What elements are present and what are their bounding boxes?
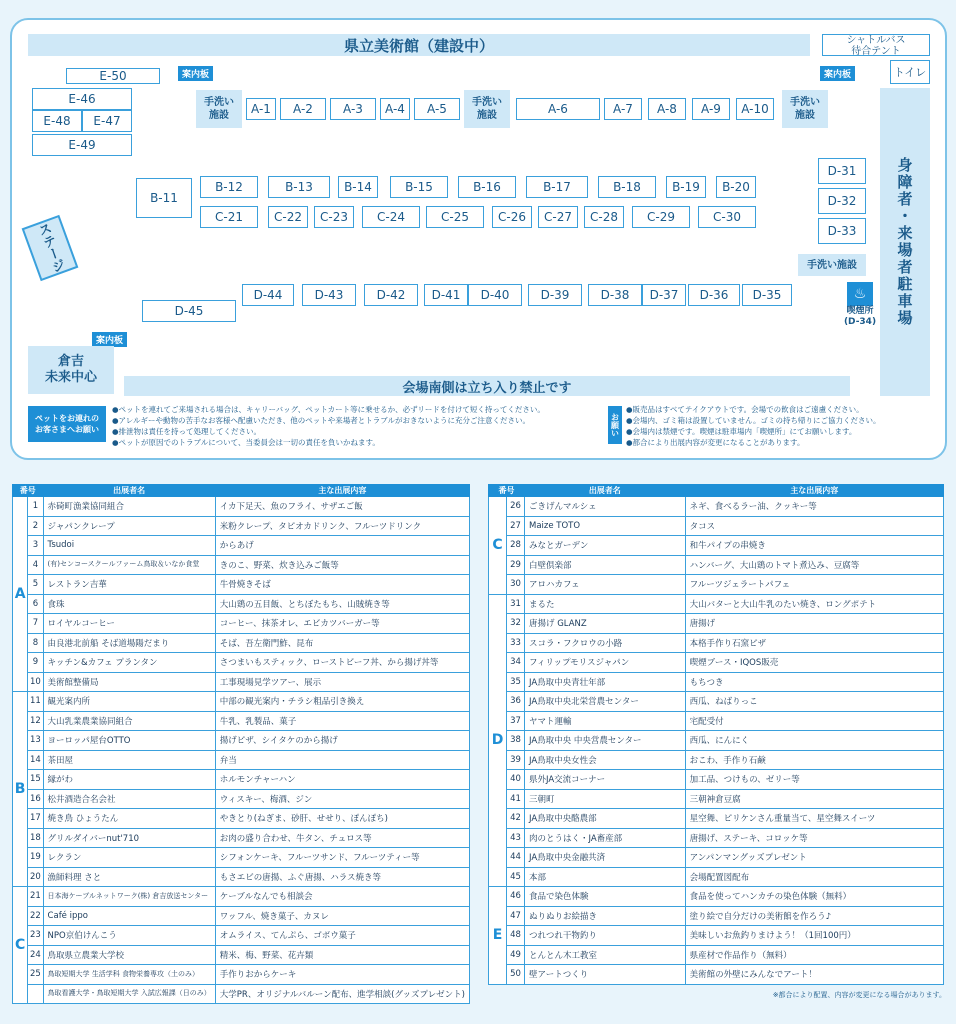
booth-d35: D-35 — [742, 284, 792, 306]
table-row — [489, 809, 944, 829]
kurayoshi-center: 倉吉 未来中心 — [28, 346, 114, 394]
row-number: 29 — [507, 555, 525, 575]
exhibitor-name: フィリップモリスジャパン — [525, 653, 686, 673]
booth-c28: C-28 — [584, 206, 624, 228]
row-number: 50 — [507, 965, 525, 985]
booth-b11: B-11 — [136, 178, 192, 218]
wash-facility-3: 手洗い 施設 — [782, 90, 828, 128]
table-row — [13, 555, 470, 575]
pet-notices — [112, 404, 602, 448]
exhibit-content: 大学PR、オリジナルバルーン配布、進学相談(グッズプレゼント) — [215, 984, 469, 1004]
booth-d39: D-39 — [528, 284, 582, 306]
table-row — [489, 672, 944, 692]
table-row — [13, 770, 470, 790]
exhibitor-name: JA鳥取中央青壮年部 — [525, 672, 686, 692]
exhibitor-name: 食珠 — [43, 594, 215, 614]
row-number: 32 — [507, 614, 525, 634]
row-number: 7 — [28, 614, 43, 634]
exhibit-content: 精米、梅、野菜、花卉類 — [215, 945, 469, 965]
exhibitor-table-left — [12, 484, 470, 1004]
exhibit-content: オムライス、てんぷら、ゴボウ菓子 — [215, 926, 469, 946]
booth-c23: C-23 — [314, 206, 354, 228]
booth-b18: B-18 — [598, 176, 656, 198]
row-number: 34 — [507, 653, 525, 673]
row-number: 42 — [507, 809, 525, 829]
exhibit-content: 本格手作り石窯ピザ — [685, 633, 943, 653]
row-number: 47 — [507, 906, 525, 926]
exhibitor-name: 観光案内所 — [43, 692, 215, 712]
exhibit-content: ハンバーグ、大山鶏のトマト煮込み、豆腐等 — [685, 555, 943, 575]
exhibitor-name: 焼き鳥 ひょうたん — [43, 809, 215, 829]
exhibitor-name: 県外JA交流コーナー — [525, 770, 686, 790]
table-row — [489, 750, 944, 770]
table-row — [13, 945, 470, 965]
request-notice-4: ●都合により出展内容が変更になることがあります。 — [626, 438, 805, 447]
booth-a5: A-5 — [414, 98, 460, 120]
row-number: 35 — [507, 672, 525, 692]
booth-d32: D-32 — [818, 188, 866, 214]
exhibit-content: 食品を使ってハンカチの染色体験（無料） — [685, 887, 943, 907]
exhibit-content: 中部の観光案内・チラシ粗品引き換え — [215, 692, 469, 712]
exhibitor-name: 肉のとうはく・JA畜産部 — [525, 828, 686, 848]
header-num: 番号 — [489, 485, 525, 497]
exhibit-content: 唐揚げ、ステーキ、コロッケ等 — [685, 828, 943, 848]
table-row — [489, 887, 944, 907]
group-label: A — [13, 497, 28, 692]
booth-c26: C-26 — [492, 206, 532, 228]
exhibitor-name: ヨーロッパ屋台OTTO — [43, 731, 215, 751]
table-row — [13, 653, 470, 673]
row-number: 30 — [507, 575, 525, 595]
exhibit-content: やきとり(ねぎま、砂肝、せせり、ぽんぽち) — [215, 809, 469, 829]
exhibit-content: 塗り絵で自分だけの美術館を作ろう♪ — [685, 906, 943, 926]
row-number: 31 — [507, 594, 525, 614]
request-notice-2: ●会場内、ゴミ箱は設置していません。ゴミの持ち帰りにご協力ください。 — [626, 416, 881, 425]
exhibitor-name: 美術館整備局 — [43, 672, 215, 692]
exhibitor-name: 漁師料理 さと — [43, 867, 215, 887]
exhibit-content: 西瓜、ねばりっこ — [685, 692, 943, 712]
no-entry-band: 会場南側は立ち入り禁止です — [124, 376, 850, 396]
booth-a8: A-8 — [648, 98, 686, 120]
booth-d43: D-43 — [302, 284, 356, 306]
exhibit-content: フルーツジェラートパフェ — [685, 575, 943, 595]
table-row — [489, 633, 944, 653]
booth-a1: A-1 — [246, 98, 276, 120]
exhibit-content: コーヒー、抹茶オレ、エビカツバーガー等 — [215, 614, 469, 634]
booth-c27: C-27 — [538, 206, 578, 228]
parking-area: 身障者・来場者駐車場 — [880, 88, 930, 396]
exhibitor-name: Maize TOTO — [525, 516, 686, 536]
exhibit-content: 牛骨焼きそば — [215, 575, 469, 595]
exhibitor-name: 茶田屋 — [43, 750, 215, 770]
table-row — [13, 887, 470, 907]
stage: ステージ — [22, 215, 79, 281]
exhibitor-name: 日本海ケーブルネットワーク(株) 倉吉放送センター — [43, 887, 215, 907]
exhibit-content: お肉の盛り合わせ、牛タン、チュロス等 — [215, 828, 469, 848]
table-row — [489, 945, 944, 965]
info-board-1: 案内板 — [178, 66, 213, 81]
request-notice-1: ●販売品はすべてテイクアウトです。会場での飲食はご遠慮ください。 — [626, 405, 864, 414]
exhibit-content: アンパンマングッズプレゼント — [685, 848, 943, 868]
booth-c29: C-29 — [632, 206, 690, 228]
table-row — [489, 575, 944, 595]
row-number: 28 — [507, 536, 525, 556]
booth-e46: E-46 — [32, 88, 132, 110]
header-name: 出展者名 — [525, 485, 686, 497]
exhibitor-name: JA鳥取中央北栄営農センター — [525, 692, 686, 712]
exhibitor-name: 三朝町 — [525, 789, 686, 809]
exhibitor-name: アロハカフェ — [525, 575, 686, 595]
wash-facility-1: 手洗い 施設 — [196, 90, 242, 128]
toilet: トイレ — [890, 60, 930, 84]
table-row — [13, 809, 470, 829]
booth-d36: D-36 — [688, 284, 740, 306]
booth-b15: B-15 — [390, 176, 448, 198]
row-number: 4 — [28, 555, 43, 575]
table-row — [489, 516, 944, 536]
table-row — [13, 984, 470, 1004]
exhibit-content: もちつき — [685, 672, 943, 692]
exhibitor-name: レストラン吉華 — [43, 575, 215, 595]
booth-b16: B-16 — [458, 176, 516, 198]
row-number: 8 — [28, 633, 43, 653]
row-number: 37 — [507, 711, 525, 731]
row-number: 18 — [28, 828, 43, 848]
pet-label: ペットをお連れの お客さまへお願い — [28, 406, 106, 442]
exhibitor-name: NPO京伯けんこう — [43, 926, 215, 946]
exhibitor-table-right — [488, 484, 944, 985]
info-board-3: 案内板 — [92, 332, 127, 347]
exhibit-content: 会場配置図配布 — [685, 867, 943, 887]
exhibit-content: きのこ、野菜、炊き込みご飯等 — [215, 555, 469, 575]
exhibit-content: からあげ — [215, 536, 469, 556]
table-row — [489, 497, 944, 517]
booth-b14: B-14 — [338, 176, 378, 198]
row-number: 20 — [28, 867, 43, 887]
exhibit-content: ネギ、食べるラー油、クッキー等 — [685, 497, 943, 517]
row-number: 41 — [507, 789, 525, 809]
table-row — [489, 789, 944, 809]
exhibitor-name: 大山乳業農業協同組合 — [43, 711, 215, 731]
pet-notice-1: ●ペットを連れてご来場される場合は、キャリーバッグ、ペットカート等に乗せるか、必ずリードを付けて短く持ってください。 — [112, 405, 545, 414]
exhibitor-name: ヤマト運輸 — [525, 711, 686, 731]
booth-c30: C-30 — [698, 206, 756, 228]
header-name: 出展者名 — [43, 485, 215, 497]
booth-d44: D-44 — [242, 284, 294, 306]
exhibit-content: 牛乳、乳製品、菓子 — [215, 711, 469, 731]
row-number: 23 — [28, 926, 43, 946]
row-number: 46 — [507, 887, 525, 907]
booth-a3: A-3 — [330, 98, 376, 120]
exhibitor-name: 鳥取短期大学 生活学科 食物栄養専攻（土のみ） — [43, 965, 215, 985]
booth-e49: E-49 — [32, 134, 132, 156]
booth-d41: D-41 — [424, 284, 468, 306]
table-row — [13, 731, 470, 751]
exhibitor-name: レクラン — [43, 848, 215, 868]
booth-d40: D-40 — [468, 284, 522, 306]
smoking-label: 喫煙所 (D-34) — [843, 306, 877, 327]
exhibitor-name: ジャパンクレープ — [43, 516, 215, 536]
row-number: 45 — [507, 867, 525, 887]
table-row — [489, 555, 944, 575]
table-row — [13, 516, 470, 536]
exhibitor-name: 本部 — [525, 867, 686, 887]
table-row — [13, 965, 470, 985]
exhibitor-name: JA鳥取中央 中央営農センター — [525, 731, 686, 751]
exhibit-content: さつまいもスティック、ローストビーフ丼、から揚げ丼等 — [215, 653, 469, 673]
exhibitor-name: JA鳥取中央女性会 — [525, 750, 686, 770]
exhibit-content: 加工品、つけもの、ゼリー等 — [685, 770, 943, 790]
group-label: C — [13, 887, 28, 1004]
exhibit-content: 美術館の外壁にみんなでアート！ — [685, 965, 943, 985]
booth-b20: B-20 — [716, 176, 756, 198]
exhibitor-name: 唐揚げ GLANZ — [525, 614, 686, 634]
table-row — [13, 497, 470, 517]
table-row — [13, 906, 470, 926]
exhibit-content: ウィスキー、梅酒、ジン — [215, 789, 469, 809]
group-label: D — [489, 594, 507, 887]
exhibitor-name: とんとん木工教室 — [525, 945, 686, 965]
exhibit-content: 和牛パイプの串焼き — [685, 536, 943, 556]
booth-e50: E-50 — [66, 68, 160, 84]
table-row — [489, 731, 944, 751]
row-number: 33 — [507, 633, 525, 653]
table-row — [489, 692, 944, 712]
table-row — [13, 575, 470, 595]
row-number: 22 — [28, 906, 43, 926]
exhibitor-name: 鳥取県立農業大学校 — [43, 945, 215, 965]
exhibit-content: シフォンケーキ、フルーツサンド、フルーツティー等 — [215, 848, 469, 868]
booth-b13: B-13 — [268, 176, 330, 198]
row-number: 15 — [28, 770, 43, 790]
booth-c24: C-24 — [362, 206, 420, 228]
booth-d45: D-45 — [142, 300, 236, 322]
exhibit-content: 西瓜、にんにく — [685, 731, 943, 751]
pet-notice-3: ●排泄物は責任を持って処理してください。 — [112, 427, 262, 436]
exhibit-content: ホルモンチャーハン — [215, 770, 469, 790]
shuttle-tent: シャトルバス 待合テント — [822, 34, 930, 56]
exhibitor-name: グリルダイバーnut'710 — [43, 828, 215, 848]
row-number: 5 — [28, 575, 43, 595]
exhibitor-name: みなとガーデン — [525, 536, 686, 556]
exhibit-content: 美味しいお魚釣りまけよう！（1回100円） — [685, 926, 943, 946]
row-number — [28, 984, 43, 1004]
table-row — [489, 906, 944, 926]
group-label: E — [489, 887, 507, 985]
table-row — [13, 926, 470, 946]
row-number: 49 — [507, 945, 525, 965]
booth-b19: B-19 — [666, 176, 706, 198]
row-number: 26 — [507, 497, 525, 517]
exhibit-content: ワッフル、焼き菓子、カヌレ — [215, 906, 469, 926]
exhibitor-name: ごきげんマルシェ — [525, 497, 686, 517]
wash-facility-2: 手洗い 施設 — [464, 90, 510, 128]
row-number: 3 — [28, 536, 43, 556]
row-number: 2 — [28, 516, 43, 536]
exhibit-content: おこわ、手作り石鹸 — [685, 750, 943, 770]
booth-e47: E-47 — [82, 110, 132, 132]
row-number: 25 — [28, 965, 43, 985]
exhibit-content: イカ下足天、魚のフライ、サザエご飯 — [215, 497, 469, 517]
smoking-area — [840, 282, 880, 340]
table-row — [13, 536, 470, 556]
row-number: 1 — [28, 497, 43, 517]
booth-b17: B-17 — [526, 176, 588, 198]
group-label: C — [489, 497, 507, 595]
booth-a6: A-6 — [516, 98, 600, 120]
row-number: 11 — [28, 692, 43, 712]
exhibit-content: 米粉クレープ、タピオカドリンク、フルーツドリンク — [215, 516, 469, 536]
row-number: 9 — [28, 653, 43, 673]
info-board-2: 案内板 — [820, 66, 855, 81]
request-notices — [626, 404, 936, 448]
row-number: 14 — [28, 750, 43, 770]
table-row — [489, 653, 944, 673]
exhibitor-name: 鳥取看護大学・鳥取短期大学 入試広報課（日のみ） — [43, 984, 215, 1004]
table-row — [13, 867, 470, 887]
booth-a10: A-10 — [736, 98, 774, 120]
exhibit-content: ケーブルなんでも相談会 — [215, 887, 469, 907]
table-row — [13, 594, 470, 614]
row-number: 43 — [507, 828, 525, 848]
table-row — [13, 711, 470, 731]
exhibitor-name: (有)センコースクールファーム鳥取＆いなか食堂 — [43, 555, 215, 575]
table-row — [13, 692, 470, 712]
booth-b12: B-12 — [200, 176, 258, 198]
booth-d38: D-38 — [588, 284, 642, 306]
booth-a7: A-7 — [604, 98, 642, 120]
row-number: 40 — [507, 770, 525, 790]
table-row — [489, 965, 944, 985]
exhibitor-name: まるた — [525, 594, 686, 614]
request-label: お願い — [608, 406, 622, 444]
exhibitor-name: 白壁倶楽部 — [525, 555, 686, 575]
exhibit-content: 県産材で作品作り（無料） — [685, 945, 943, 965]
row-number: 12 — [28, 711, 43, 731]
booth-c22: C-22 — [268, 206, 308, 228]
exhibit-content: 三朝神倉豆腐 — [685, 789, 943, 809]
table-row — [489, 867, 944, 887]
exhibit-content: 弁当 — [215, 750, 469, 770]
exhibit-content: タコス — [685, 516, 943, 536]
exhibit-content: 星空舞、ピリケンさん重量当て、星空舞スイーツ — [685, 809, 943, 829]
table-row — [489, 926, 944, 946]
header-num: 番号 — [13, 485, 44, 497]
row-number: 13 — [28, 731, 43, 751]
row-number: 6 — [28, 594, 43, 614]
header-content: 主な出展内容 — [685, 485, 943, 497]
exhibitor-name: 縁がわ — [43, 770, 215, 790]
footnote: ※都合により配置、内容が変更になる場合があります。 — [772, 991, 946, 999]
row-number: 10 — [28, 672, 43, 692]
exhibitor-name: スコラ・フクロウの小路 — [525, 633, 686, 653]
table-row — [489, 614, 944, 634]
table-row — [13, 789, 470, 809]
table-row — [13, 633, 470, 653]
table-row — [489, 828, 944, 848]
exhibitor-name: ぬりぬりお絵描き — [525, 906, 686, 926]
table-row — [489, 594, 944, 614]
museum-band: 県立美術館（建設中） — [28, 34, 810, 56]
row-number: 24 — [28, 945, 43, 965]
exhibitor-name: 壁アートつくり — [525, 965, 686, 985]
exhibit-content: もさエビの唐揚、ふぐ唐揚、ハラス焼き等 — [215, 867, 469, 887]
exhibitor-name: JA鳥取中央金融共済 — [525, 848, 686, 868]
row-number: 48 — [507, 926, 525, 946]
booth-d33: D-33 — [818, 218, 866, 244]
row-number: 38 — [507, 731, 525, 751]
booth-d31: D-31 — [818, 158, 866, 184]
exhibitor-name: 食品で染色体験 — [525, 887, 686, 907]
exhibitor-name: 赤碕町漁業協同組合 — [43, 497, 215, 517]
exhibitor-name: キッチン&カフェ プランタン — [43, 653, 215, 673]
booth-d37: D-37 — [642, 284, 686, 306]
exhibit-content: 宅配受付 — [685, 711, 943, 731]
table-row — [489, 536, 944, 556]
exhibit-content: 工事現場見学ツアー、展示 — [215, 672, 469, 692]
venue-map — [10, 18, 947, 460]
exhibit-content: 大山鶏の五目飯、とちぼたもち、山賊焼き等 — [215, 594, 469, 614]
exhibitor-name: JA鳥取中央酪農部 — [525, 809, 686, 829]
exhibit-content: 大山バターと大山牛乳のたい焼き、ロングポテト — [685, 594, 943, 614]
row-number: 27 — [507, 516, 525, 536]
exhibit-content: そば、吾左衛門鮓、昆布 — [215, 633, 469, 653]
exhibitor-name: Café ippo — [43, 906, 215, 926]
table-row — [13, 828, 470, 848]
booth-d42: D-42 — [364, 284, 418, 306]
exhibit-content: 揚げピザ、シイタケのから揚げ — [215, 731, 469, 751]
row-number: 36 — [507, 692, 525, 712]
booth-c25: C-25 — [426, 206, 484, 228]
wash-facility-4: 手洗い施設 — [798, 254, 866, 276]
pet-notice-4: ●ペットが原因でのトラブルについて、当委員会は一切の責任を負いかねます。 — [112, 438, 380, 447]
exhibitor-name: ロイヤルコーヒー — [43, 614, 215, 634]
group-label: B — [13, 692, 28, 887]
exhibit-content: 唐揚げ — [685, 614, 943, 634]
exhibitor-name: つれつれ干物釣り — [525, 926, 686, 946]
row-number: 39 — [507, 750, 525, 770]
header-content: 主な出展内容 — [215, 485, 469, 497]
row-number: 17 — [28, 809, 43, 829]
pet-notice-2: ●アレルギーや動物の苦手なお客様へ配慮いただき、他のペットや来場者とトラブルがおきないように充分ご注意ください。 — [112, 416, 530, 425]
table-row — [489, 770, 944, 790]
table-row — [13, 672, 470, 692]
row-number: 16 — [28, 789, 43, 809]
table-row — [489, 848, 944, 868]
booth-a2: A-2 — [280, 98, 326, 120]
table-row — [13, 750, 470, 770]
row-number: 44 — [507, 848, 525, 868]
table-row — [13, 614, 470, 634]
booth-a9: A-9 — [692, 98, 730, 120]
exhibitor-name: 由良港北前船 そば道場陽だまり — [43, 633, 215, 653]
row-number: 19 — [28, 848, 43, 868]
booth-a4: A-4 — [380, 98, 410, 120]
exhibitor-name: Tsudoi — [43, 536, 215, 556]
booth-c21: C-21 — [200, 206, 258, 228]
exhibitor-name: 松井酒造合名会社 — [43, 789, 215, 809]
table-row — [13, 848, 470, 868]
table-row — [489, 711, 944, 731]
exhibit-content: 喫煙ブース・IQOS販売 — [685, 653, 943, 673]
smoking-icon: ♨ — [847, 282, 873, 306]
row-number: 21 — [28, 887, 43, 907]
exhibit-content: 手作りおからケーキ — [215, 965, 469, 985]
booth-e48: E-48 — [32, 110, 82, 132]
request-notice-3: ●会場内は禁煙です。喫煙は駐車場内「喫煙所」にてお願いします。 — [626, 427, 857, 436]
